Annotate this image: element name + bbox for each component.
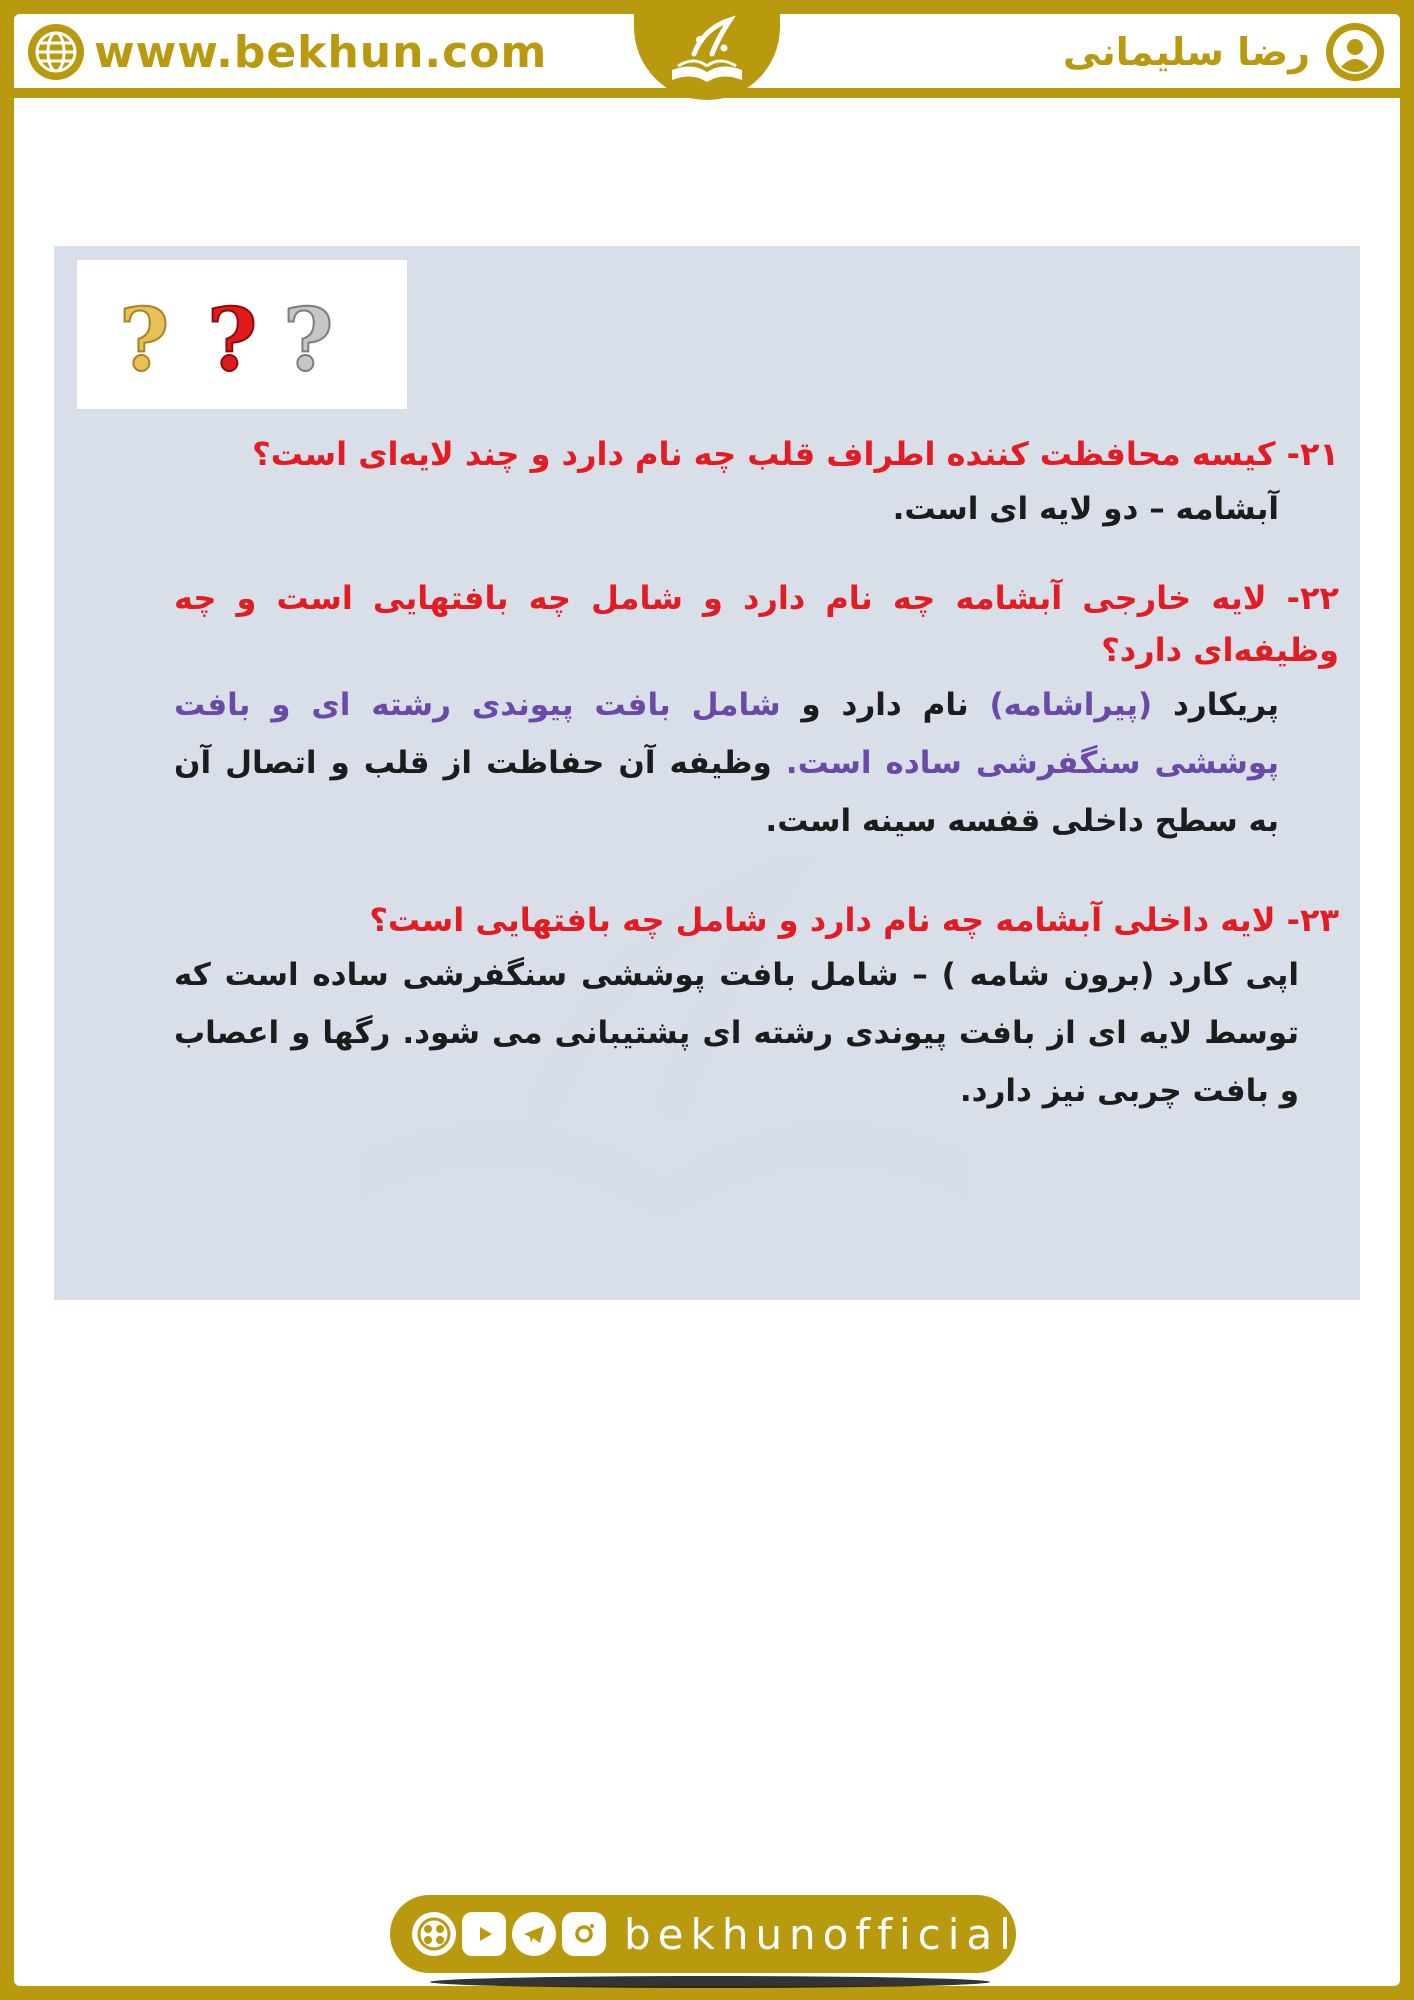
answer-22-part-3: نام دارد و (780, 687, 990, 723)
answer-21 (174, 480, 1279, 538)
user-icon (1324, 21, 1386, 83)
page (14, 14, 1400, 1986)
question-mark-silver-icon: ? (283, 290, 334, 391)
youtube-icon[interactable] (462, 1912, 506, 1956)
social-handle[interactable]: bekhunofficial (624, 1909, 1018, 1959)
aparat-icon[interactable] (412, 1912, 456, 1956)
author-name: رضا سلیمانی (1063, 30, 1310, 74)
brand-logo (634, 14, 780, 100)
question-mark-gold-icon: ? (119, 290, 170, 391)
globe-icon (26, 22, 86, 82)
footer-shadow (430, 1976, 990, 1988)
question-mark-red-icon: ? (207, 290, 258, 391)
website-text: www.bekhun.com (94, 26, 548, 78)
qa-content (174, 428, 1339, 1120)
question-marks-image (77, 260, 407, 409)
answer-22-part-5: وظیفه آن حفاظت از قلب و اتصال آن به سطح داخلی قفسه سینه است. (174, 745, 1279, 839)
answer-22-part-1: پریکارد (1152, 687, 1279, 723)
author (1063, 22, 1386, 82)
content-card (54, 246, 1360, 1300)
answer-23-text: اپی کارد (برون شامه ) – شامل بافت پوششی سنگفرشی ساده است که توسط لایه ای از بافت پیوندی رشته ای پشتیبانی می شود. رگها و اعصاب و بافت چربی نیز دارد. (174, 957, 1299, 1109)
social-bar (390, 1895, 1016, 1973)
question-21: ۲۱- کیسه محافظت کننده اطراف قلب چه نام دارد و چند لایه‌ای است؟ (252, 435, 1339, 473)
instagram-icon[interactable] (562, 1912, 606, 1956)
answer-22-part-4: شامل بافت پیوندی رشته ای و بافت پوششی سنگفرشی ساده است. (174, 687, 1279, 781)
answer-23 (174, 946, 1299, 1120)
question-23: ۲۳- لایه داخلی آبشامه چه نام دارد و شامل چه بافتهایی است؟ (369, 901, 1339, 939)
book-logo-icon (634, 14, 780, 100)
question-22: ۲۲- لایه خارجی آبشامه چه نام دارد و شامل چه بافتهایی است و چه وظیفه‌ای دارد؟ (174, 579, 1339, 669)
answer-22 (174, 676, 1279, 850)
answer-21-text: آبشامه – دو لایه ای است. (892, 491, 1279, 527)
header (14, 14, 1400, 98)
answer-22-part-2: (پیراشامه) (989, 687, 1153, 723)
telegram-icon[interactable] (512, 1912, 556, 1956)
website-link[interactable] (26, 22, 547, 82)
